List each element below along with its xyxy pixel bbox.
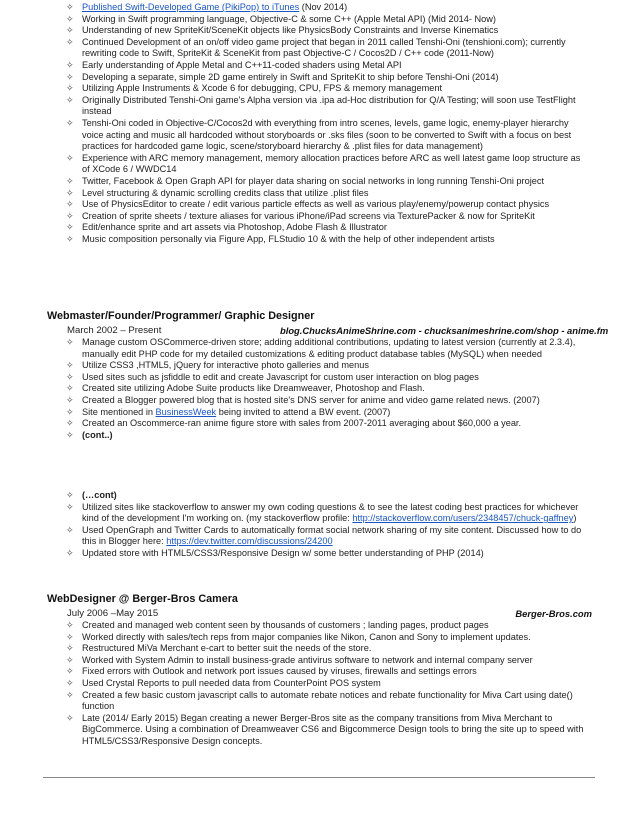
section1-bullet-list: [66, 337, 590, 441]
bullet-diamond-icon: ✧: [66, 222, 74, 233]
list-item-text: Worked directly with sales/tech reps from major companies like Nikon, Canon and Sony to implement updates.: [82, 631, 531, 642]
list-item-text: Updated store with HTML5/CSS3/Responsive Design w/ some better understanding of PHP (2014): [82, 547, 484, 558]
list-item: [66, 407, 590, 419]
bullet-diamond-icon: ✧: [66, 643, 74, 654]
list-item: [66, 430, 590, 442]
list-item: [66, 118, 590, 153]
section1-cont-block: [66, 490, 590, 560]
list-item: [66, 211, 590, 223]
list-item: [66, 60, 590, 72]
list-item-text: Level structuring & dynamic scrolling credits class that utilize .plist files: [82, 187, 369, 198]
bullet-diamond-icon: ✧: [66, 654, 74, 665]
list-item: [66, 525, 590, 548]
list-item-link[interactable]: Published Swift-Developed Game (PikiPop) to iTunes: [82, 2, 300, 12]
list-item-text: Worked with System Admin to install business-grade antivirus software to network and internal company server: [82, 654, 533, 665]
list-item: [66, 655, 590, 667]
list-item-text-after: being invited to attend a BW event. (2007): [216, 406, 391, 417]
list-item-link[interactable]: https://dev.twitter.com/discussions/24200: [166, 536, 333, 547]
list-item-text: Utilize CSS3 ,HTML5, jQuery for interactive photo galleries and menus: [82, 360, 369, 371]
bullet-diamond-icon: ✧: [66, 490, 74, 500]
list-item-text: Creation of sprite sheets / texture aliases for various iPhone/iPad screens via TexturePacker & now for SpriteKit: [82, 210, 535, 221]
list-item-text: Understanding of new SpriteKit/SceneKit objects like PhysicsBody Constraints and Inverse Kinematics: [82, 25, 499, 36]
list-item-text: Use of PhysicsEditor to create / edit various particle effects as well as various play/enemy/powerup contact physics: [82, 199, 550, 210]
list-item: [66, 502, 590, 525]
list-item-text: Continued Development of an on/off video game project that began in 2011 called Tenshi-Oni (tenshioni.com); currently rewriting code to Swift, SpriteKit & SceneKit from past Objective-C / Cocos2D / C++ code (2011-Now): [82, 36, 566, 59]
list-item: [66, 360, 590, 372]
bullet-diamond-icon: ✧: [66, 712, 74, 723]
list-item: [66, 83, 590, 95]
bullet-diamond-icon: ✧: [66, 394, 74, 405]
list-item: [66, 383, 590, 395]
list-item: [66, 14, 590, 26]
section2-title: WebDesigner @ Berger-Bros Camera: [47, 593, 238, 605]
list-item-text: (…cont): [82, 490, 117, 500]
list-item: [66, 690, 590, 713]
section2-site: Berger-Bros.com: [515, 608, 592, 619]
list-item-text: Early understanding of Apple Metal and C++11-coded shaders using Metal API: [82, 59, 402, 70]
list-item-text: Used Crystal Reports to pull needed data from CounterPoint POS system: [82, 677, 381, 688]
bullet-diamond-icon: ✧: [66, 620, 74, 630]
bullet-diamond-icon: ✧: [66, 94, 74, 105]
section2-list-block: [66, 620, 590, 748]
bullet-diamond-icon: ✧: [66, 59, 74, 70]
list-item: [66, 632, 590, 644]
bullet-diamond-icon: ✧: [66, 547, 74, 558]
list-item: [66, 666, 590, 678]
section1-dates: March 2002 – Present: [67, 325, 162, 336]
list-item: [66, 395, 590, 407]
bullet-diamond-icon: ✧: [66, 187, 74, 198]
bullet-diamond-icon: ✧: [66, 117, 74, 128]
list-item-text: Used OpenGraph and Twitter Cards to automatically format social network sharing of my site content. Discussed how to do this in Blogger here:: [82, 524, 582, 547]
bullet-diamond-icon: ✧: [66, 233, 74, 244]
bullet-diamond-icon: ✧: [66, 689, 74, 700]
list-item: [66, 490, 590, 502]
bullet-diamond-icon: ✧: [66, 36, 74, 47]
list-item-text: Used sites such as jsfiddle to edit and create Javascript for custom user interaction on blog pages: [82, 371, 479, 382]
list-item-text: Created a Blogger powered blog that is hosted site's DNS server for anime and video game related news. (2007): [82, 394, 540, 405]
list-item-text: Created and managed web content seen by thousands of customers ; landing pages, product pages: [82, 620, 489, 630]
bullet-diamond-icon: ✧: [66, 175, 74, 186]
list-item: [66, 548, 590, 560]
list-item-text: Originally Distributed Tenshi-Oni game's Alpha version via .ipa ad-Hoc distribution for Q/A Testing; will soon use TestFlight instead: [82, 94, 576, 117]
top-list-block: [66, 2, 590, 245]
bullet-diamond-icon: ✧: [66, 631, 74, 642]
section1-cont-bullet-list: [66, 490, 590, 560]
list-item: [66, 37, 590, 60]
bullet-diamond-icon: ✧: [66, 152, 74, 163]
list-item: [66, 199, 590, 211]
list-item-text: Restructured MiVa Merchant e-cart to better suit the needs of the store.: [82, 643, 372, 654]
bullet-diamond-icon: ✧: [66, 406, 74, 417]
bullet-diamond-icon: ✧: [66, 418, 74, 429]
bullet-diamond-icon: ✧: [66, 13, 74, 24]
list-item: [66, 620, 590, 632]
bullet-diamond-icon: ✧: [66, 360, 74, 371]
list-item-text: (cont..): [82, 429, 113, 440]
list-item-text: Working in Swift programming language, Objective-C & some C++ (Apple Metal API) (Mid 2014- Now): [82, 13, 496, 24]
list-item: [66, 234, 590, 246]
list-item-text: Late (2014/ Early 2015) Began creating a newer Berger-Bros site as the company transitions from Miva Merchant to BigCommerce. Using a combination of Dreamweaver CS6 and Bigcommerce Design tools to bring the site up to speed with HTML5/CSS3/Responsive Design concepts.: [82, 712, 584, 746]
bullet-diamond-icon: ✧: [66, 371, 74, 382]
list-item-text: Utilizing Apple Instruments & Xcode 6 for debugging, CPU, FPS & memory management: [82, 83, 443, 94]
bullet-diamond-icon: ✧: [66, 666, 74, 677]
list-item-link[interactable]: BusinessWeek: [155, 406, 217, 417]
list-item: [66, 2, 590, 14]
list-item: [66, 678, 590, 690]
list-item: [66, 222, 590, 234]
list-item: [66, 418, 590, 430]
list-item: [66, 643, 590, 655]
list-item: [66, 95, 590, 118]
list-item: [66, 72, 590, 84]
list-item-text: Experience with ARC memory management, memory allocation practices before ARC as well latest game loop structure as of XCode 6 / WWDC14: [82, 152, 581, 175]
bullet-diamond-icon: ✧: [66, 383, 74, 394]
bullet-diamond-icon: ✧: [66, 25, 74, 36]
section2-bullet-list: [66, 620, 590, 748]
list-item-text-after: ): [573, 513, 577, 524]
bullet-diamond-icon: ✧: [66, 210, 74, 221]
bullet-diamond-icon: ✧: [66, 199, 74, 210]
bullet-diamond-icon: ✧: [66, 337, 74, 347]
top-bullet-list: [66, 2, 590, 245]
bullet-diamond-icon: ✧: [66, 83, 74, 94]
list-item-text: Music composition personally via Figure App, FLStudio 10 & with the help of other independent artists: [82, 233, 495, 244]
list-item: [66, 25, 590, 37]
list-item-link[interactable]: http://stackoverflow.com/users/2348457/chuck-gaffney: [352, 513, 574, 524]
list-item: [66, 188, 590, 200]
section1-sites: blog.ChucksAnimeShrine.com - chucksanimeshrine.com/shop - anime.fm: [280, 325, 609, 336]
list-item: [66, 176, 590, 188]
list-item-text: Site mentioned in: [82, 406, 156, 417]
footer-divider: [43, 777, 595, 778]
section1-list-block: [66, 337, 590, 441]
list-item: [66, 713, 590, 748]
list-item-text: Manage custom OSCommerce-driven store; adding additional contributions, updating to latest version (currently at 2.3.4), manually edit PHP code for my detailed customizations & editing product database tables (MySQL) when needed: [82, 337, 576, 359]
list-item: [66, 153, 590, 176]
section1-title: Webmaster/Founder/Programmer/ Graphic Designer: [47, 310, 315, 322]
list-item-text: Edit/enhance sprite and art assets via Photoshop, Adobe Flash & Illustrator: [82, 222, 387, 233]
list-item: [66, 372, 590, 384]
list-item-text-after: (Nov 2014): [299, 2, 348, 12]
list-item-text: Created a few basic custom javascript calls to automate rebate notices and rebate functionality for Miva Cart using date() function: [82, 689, 573, 712]
list-item: [66, 337, 590, 360]
list-item-text: Fixed errors with Outlook and network port issues caused by viruses, firewalls and settings errors: [82, 666, 477, 677]
list-item-text: Created site utilizing Adobe Suite products like Dreamweaver, Photoshop and Flash.: [82, 383, 425, 394]
section2-dates: July 2006 –May 2015: [67, 608, 159, 619]
bullet-diamond-icon: ✧: [66, 2, 74, 12]
list-item-text: Utilized sites like stackoverflow to answer my own coding questions & to see the latest coding best practices for whichever kind of the development I'm working on. (my stackoverflow profile:: [82, 501, 579, 524]
list-item-text: Created an Oscommerce-ran anime figure store with sales from 2007-2011 averaging about $60,000 a year.: [82, 418, 522, 429]
list-item-text: Tenshi-Oni coded in Objective-C/Cocos2d with everything from intro scenes, levels, game logic, enemy-player hierarchy voice acting and music all hardcoded without storyboards or .sks files (soon to be converted to Swift with a focus on best practices for hardcoded game logic, scene/storyboard hierarchy & .plist files for data management): [82, 117, 572, 152]
bullet-diamond-icon: ✧: [66, 524, 74, 535]
bullet-diamond-icon: ✧: [66, 677, 74, 688]
bullet-diamond-icon: ✧: [66, 429, 74, 440]
bullet-diamond-icon: ✧: [66, 501, 74, 512]
list-item-text: Developing a separate, simple 2D game entirely in Swift and SpriteKit to ship before Tenshi-Oni (2014): [82, 71, 499, 82]
bullet-diamond-icon: ✧: [66, 71, 74, 82]
list-item-text: Twitter, Facebook & Open Graph API for player data sharing on social networks in long running Tenshi-Oni project: [82, 175, 545, 186]
